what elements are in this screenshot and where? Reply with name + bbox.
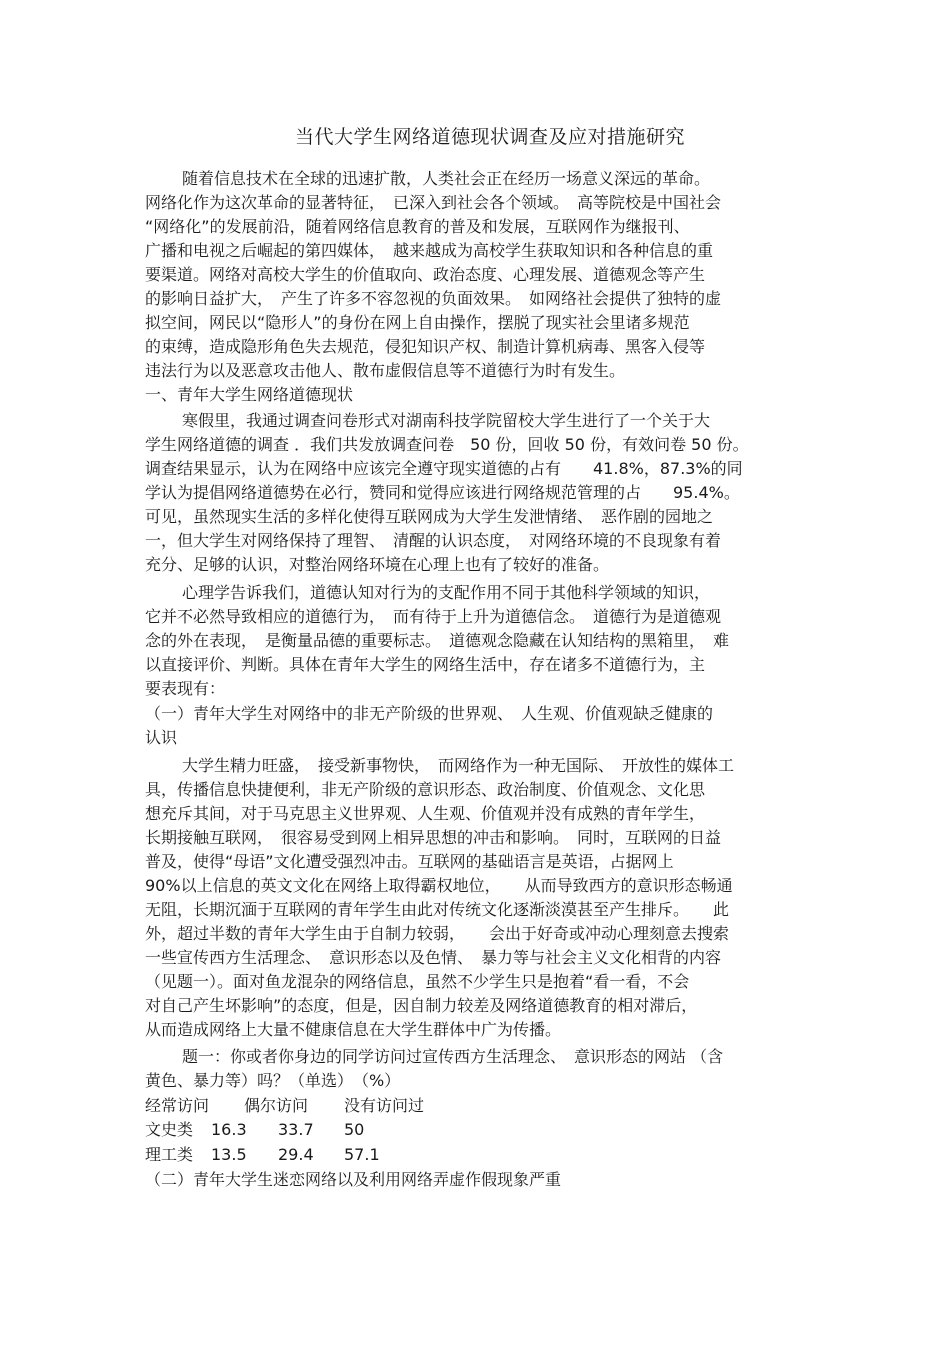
table-cell: 33.7	[278, 1120, 314, 1139]
table-cell: 57.1	[344, 1145, 380, 1164]
table-cell: 理工类	[145, 1145, 194, 1164]
paragraph-line: 对自己产生坏影响”的态度，但是，因自制力较差及网络道德教育的相对滞后，	[145, 996, 698, 1015]
table-header-cell: 没有访问过	[344, 1096, 425, 1115]
paragraph-line: 寒假里，我通过调查问卷形式对湖南科技学院留校大学生进行了一个关于大	[182, 411, 711, 430]
paragraph-line: 外，超过半数的青年大学生由于自制力较弱， 会出于好奇或冲动心理刻意去搜索	[145, 924, 730, 943]
document-title: 当代大学生网络道德现状调查及应对措施研究	[294, 126, 685, 148]
subsection-heading: （二）青年大学生迷恋网络以及利用网络弄虚作假现象严重	[145, 1170, 562, 1189]
paragraph-line: 大学生精力旺盛， 接受新事物快， 而网络作为一种无国际、 开放性的媒体工	[182, 756, 735, 775]
paragraph-line: 随着信息技术在全球的迅速扩散，人类社会正在经历一场意义深远的革命。	[182, 169, 711, 188]
paragraph-line: 念的外在表现， 是衡量品德的重要标志。 道德观念隐藏在认知结构的黑箱里， 难	[145, 631, 730, 650]
paragraph-line: 心理学告诉我们，道德认知对行为的支配作用不同于其他科学领域的知识，	[182, 583, 711, 602]
table-cell: 50	[344, 1120, 365, 1139]
paragraph-line: 无阻，长期沉湎于互联网的青年学生由此对传统文化逐渐淡漠甚至产生排斥。 此	[145, 900, 730, 919]
subsection-heading: （一）青年大学生对网络中的非无产阶级的世界观、 人生观、价值观缺乏健康的	[145, 704, 714, 723]
paragraph-line: 要表现有：	[145, 679, 226, 698]
table-header-cell: 经常访问	[145, 1096, 210, 1115]
paragraph-line: 广播和电视之后崛起的第四媒体， 越来越成为高校学生获取知识和各种信息的重	[145, 241, 714, 260]
table-cell: 文史类	[145, 1120, 194, 1139]
paragraph-line: 想充斥其间，对于马克思主义世界观、人生观、价值观并没有成熟的青年学生，	[145, 804, 706, 823]
table-cell: 16.3	[211, 1120, 247, 1139]
table-cell: 13.5	[211, 1145, 247, 1164]
paragraph-line: 一，但大学生对网络保持了理智、 清醒的认识态度， 对网络环境的不良现象有着	[145, 531, 722, 550]
paragraph-line: 普及，使得“母语”文化遭受强烈冲击。互联网的基础语言是英语，占据网上	[145, 852, 674, 871]
section-heading: 一、青年大学生网络道德现状	[145, 385, 354, 404]
paragraph-line: “网络化”的发展前沿，随着网络信息教育的普及和发展，互联网作为继报刊、	[145, 217, 690, 236]
paragraph-line: 的影响日益扩大， 产生了许多不容忽视的负面效果。 如网络社会提供了独特的虚	[145, 289, 722, 308]
paragraph-line: 长期接触互联网， 很容易受到网上相异思想的冲击和影响。 同时，互联网的日益	[145, 828, 722, 847]
paragraph-line: 90%以上信息的英文文化在网络上取得霸权地位， 从而导致西方的意识形态畅通	[145, 876, 733, 895]
paragraph-line: 一些宣传西方生活理念、 意识形态以及色情、 暴力等与社会主义文化相背的内容	[145, 948, 722, 967]
paragraph-line: 可见，虽然现实生活的多样化使得互联网成为大学生发泄情绪、 恶作剧的园地之	[145, 507, 714, 526]
paragraph-line: 充分、足够的认识，对整治网络环境在心理上也有了较好的准备。	[145, 555, 610, 574]
paragraph-line: 具，传播信息快捷便利，非无产阶级的意识形态、政治制度、价值观念、文化思	[145, 780, 706, 799]
table-cell: 29.4	[278, 1145, 314, 1164]
paragraph-line: 网络化作为这次革命的显著特征， 已深入到社会各个领域。 高等院校是中国社会	[145, 193, 722, 212]
paragraph-line: 学认为提倡网络道德势在必行，赞同和觉得应该进行网络规范管理的占 95.4%。	[145, 483, 740, 502]
question-line: 题一：你或者你身边的同学访问过宣传西方生活理念、 意识形态的网站 （含	[182, 1047, 724, 1066]
paragraph-line: 调查结果显示，认为在网络中应该完全遵守现实道德的占有 41.8%，87.3%的同	[145, 459, 743, 478]
paragraph-line: 以直接评价、判断。具体在青年大学生的网络生活中，存在诸多不道德行为，主	[145, 655, 706, 674]
paragraph-line: 的束缚，造成隐形角色失去规范，侵犯知识产权、制造计算机病毒、黑客入侵等	[145, 337, 706, 356]
paragraph-line: 从而造成网络上大量不健康信息在大学生群体中广为传播。	[145, 1020, 562, 1039]
paragraph-line: 拟空间，网民以“隐形人”的身份在网上自由操作，摆脱了现实社会里诸多规范	[145, 313, 690, 332]
question-line: 黄色、暴力等）吗？（单选） （%）	[145, 1071, 401, 1090]
paragraph-line: （见题一）。面对鱼龙混杂的网络信息，虽然不少学生只是抱着“看一看，不会	[145, 972, 690, 991]
paragraph-line: 违法行为以及恶意攻击他人、散布虚假信息等不道德行为时有发生。	[145, 361, 626, 380]
paragraph-line: 学生网络道德的调查 ．我们共发放调查问卷 50 份，回收 50 份，有效问卷 50 份。	[145, 435, 749, 454]
paragraph-line: 要渠道。网络对高校大学生的价值取向、政治态度、心理发展、道德观念等产生	[145, 265, 706, 284]
table-header-cell: 偶尔访问	[244, 1096, 309, 1115]
paragraph-line: 它并不必然导致相应的道德行为， 而有待于上升为道德信念。 道德行为是道德观	[145, 607, 722, 626]
subsection-heading: 认识	[145, 728, 178, 747]
